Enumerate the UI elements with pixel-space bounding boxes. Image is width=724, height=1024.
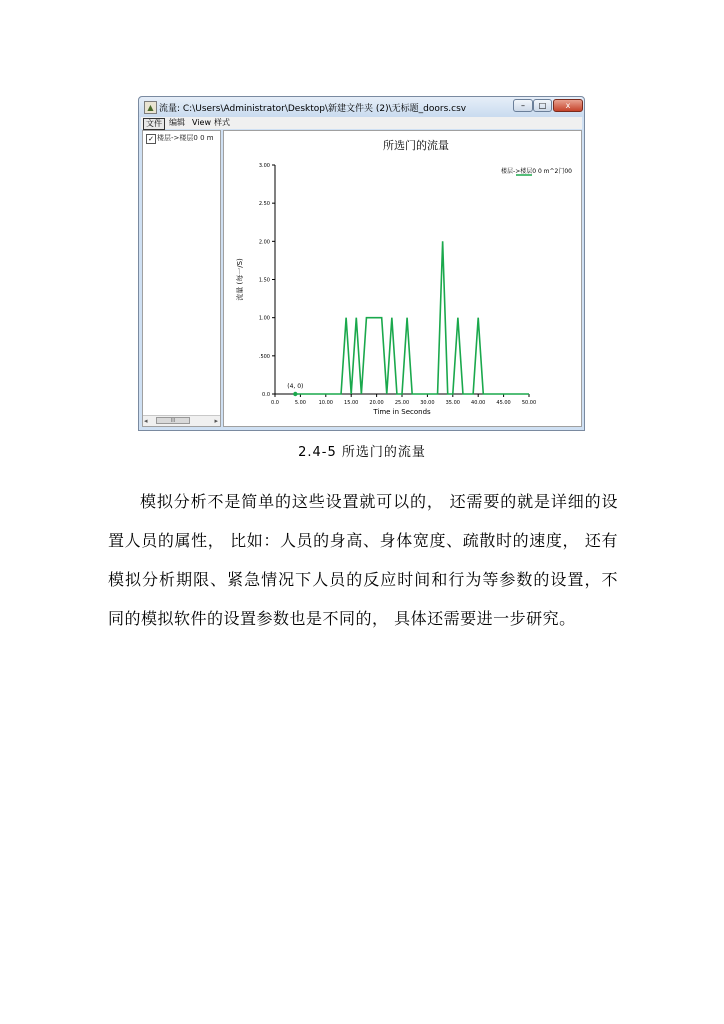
x-tick-label: 30.00: [420, 400, 435, 406]
menu-bar: [141, 117, 582, 129]
y-tick-label: 2.50: [258, 201, 270, 208]
series-item-label[interactable]: 楼层->楼层0 0 m: [157, 134, 214, 142]
maximize-button[interactable]: □: [533, 99, 552, 112]
series-line: [295, 241, 529, 394]
x-tick-label: 45.00: [496, 400, 511, 406]
plot-panel: [223, 130, 582, 427]
series-checkbox[interactable]: ✓: [146, 134, 156, 144]
window-title: 流量: C:\Users\Administrator\Desktop\新建文件夹 (2)\无标题_doors.csv: [159, 104, 467, 114]
x-tick-label: 35.00: [445, 400, 460, 406]
flow-chart: [224, 131, 581, 426]
figure-caption: 2.4-5 所选门的流量: [298, 445, 426, 460]
x-tick-label: 20.00: [369, 400, 384, 406]
y-tick-label: 3.00: [258, 163, 270, 169]
y-axis-label: 流量 (每一/S): [236, 258, 244, 301]
x-tick-label: 40.00: [471, 400, 486, 406]
x-tick-label: 15.00: [344, 400, 359, 406]
x-tick-label: 0.0: [271, 400, 279, 406]
x-axis-label: Time in Seconds: [373, 408, 431, 416]
menu-style[interactable]: 样式: [214, 118, 230, 127]
app-icon: ▲: [144, 101, 157, 114]
close-button[interactable]: x: [553, 99, 583, 112]
app-window: [138, 96, 585, 431]
y-tick-label: 0.0: [262, 392, 270, 398]
horizontal-scrollbar[interactable]: [143, 415, 220, 426]
scroll-right-arrow-icon[interactable]: ▸: [214, 417, 218, 425]
minimize-button[interactable]: –: [513, 99, 533, 112]
y-tick-label: 2.00: [258, 239, 270, 246]
menu-view[interactable]: View: [192, 118, 211, 127]
scroll-thumb[interactable]: III: [156, 417, 190, 424]
menu-edit[interactable]: 编辑: [169, 118, 185, 127]
x-tick-label: 25.00: [394, 400, 410, 406]
annotation-point: [293, 392, 297, 396]
legend-label: 楼层->楼层0 0 m^2门00: [501, 168, 572, 175]
x-tick-label: 50.00: [521, 400, 537, 406]
chart-title: 所选门的流量: [383, 139, 449, 152]
annotation-label: (4, 0): [287, 383, 304, 390]
body-paragraph: 模拟分析不是简单的这些设置就可以的， 还需要的就是详细的设置人员的属性， 比如：人员的身高、身体宽度、疏散时的速度， 还有模拟分析期限、紧急情况下人员的反应时间和行为等参数的设置，不同的模拟软件的设置参数也是不同的， 具体还需要进一步研究。: [108, 492, 618, 628]
scroll-left-arrow-icon[interactable]: ◂: [144, 417, 148, 425]
y-tick-label: 1.00: [258, 315, 270, 322]
y-tick-label: .500: [258, 353, 270, 360]
series-list-panel: [142, 130, 221, 427]
y-tick-label: 1.50: [258, 277, 270, 284]
menu-file[interactable]: 文件: [143, 118, 165, 130]
x-tick-label: 5.00: [294, 400, 306, 406]
x-tick-label: 10.00: [318, 400, 333, 406]
title-bar[interactable]: [139, 97, 584, 117]
